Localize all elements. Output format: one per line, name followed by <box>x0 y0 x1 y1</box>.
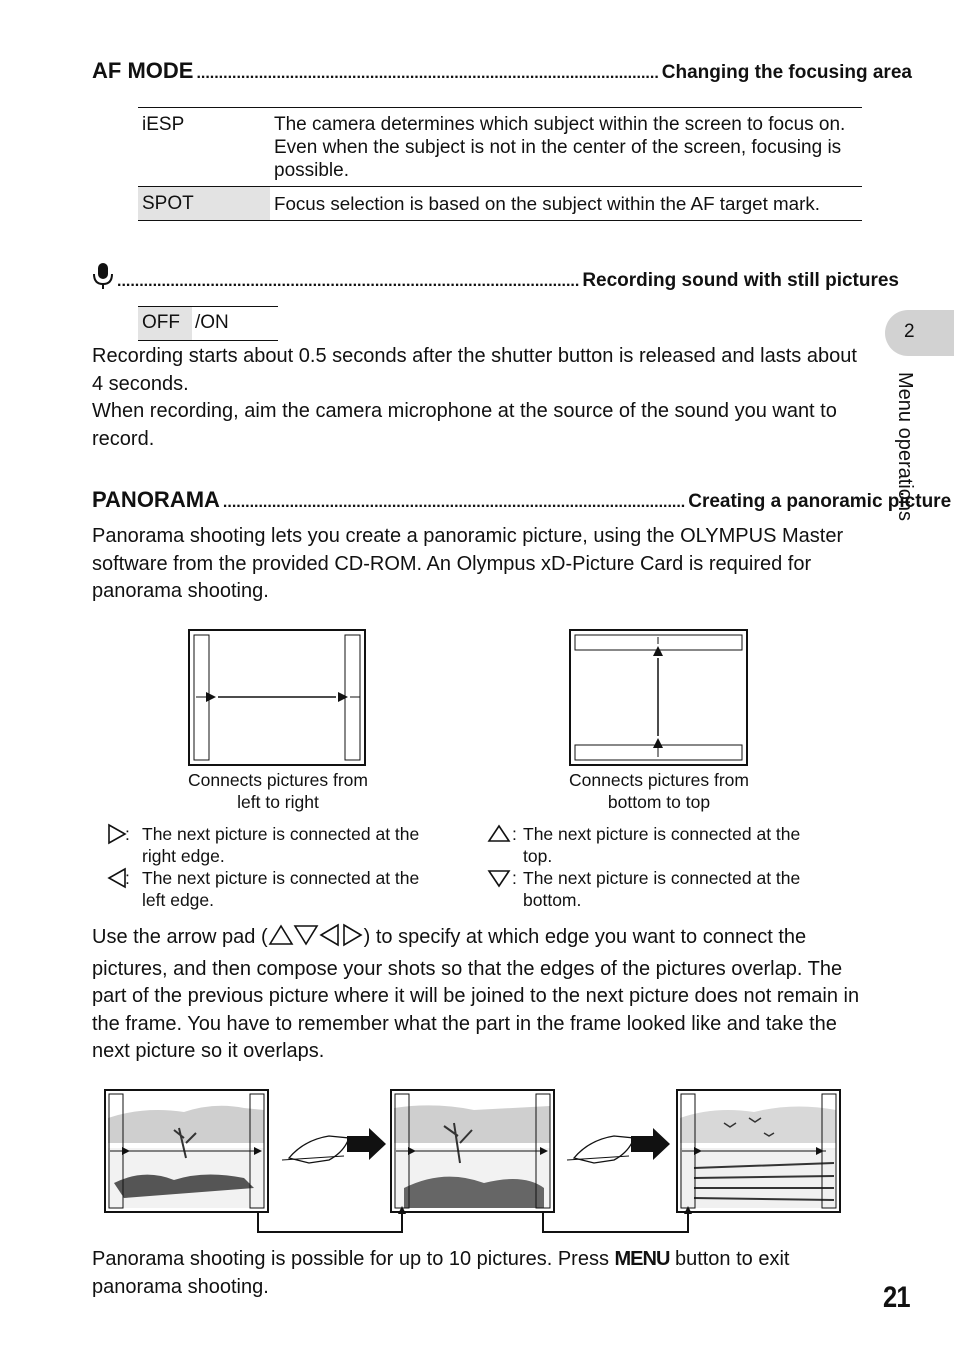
sound-options <box>138 306 278 341</box>
arrow-up-icon <box>487 823 511 850</box>
arrow-pad-paragraph: Use the arrow pad ( ) to specify at which edge you want to connect the pictures, and then compose your shots so that the edges of the pictures overlap. The part of the previous picture where it will be joined to the next picture does not remain in the frame. You have to remember what the part in the frame looked like and take the next picture so it overlaps. <box>92 923 862 1066</box>
diagram-bottom-to-top <box>569 629 748 766</box>
sound-paragraph-2: When recording, aim the camera microphone at the source of the sound you want to record. <box>92 400 837 450</box>
final-paragraph: Panorama shooting is possible for up to 10 pictures. Press MENU button to exit panorama shooting. <box>92 1248 790 1298</box>
af-mode-description: Changing the focusing area <box>661 62 912 83</box>
caption-left-to-right: Connects pictures from left to right <box>188 770 368 812</box>
page-number: 21 <box>883 1281 910 1314</box>
panorama-sequence-illustration <box>104 1088 844 1238</box>
diagram-left-to-right <box>188 629 366 766</box>
table-row <box>138 187 862 221</box>
sound-heading <box>92 258 900 291</box>
frame-2 <box>391 1090 554 1212</box>
arrow-down-icon <box>487 867 511 894</box>
chapter-number: 2 <box>904 321 915 342</box>
panorama-description: Creating a panoramic picture <box>688 491 952 512</box>
af-mode-heading <box>92 58 912 88</box>
option-label-iesp: iESP <box>142 114 185 135</box>
menu-button-label: MENU <box>614 1248 670 1270</box>
microphone-icon <box>92 262 114 290</box>
leader-dots: ........................................................................................................ <box>196 65 659 82</box>
af-mode-options-table <box>138 107 862 221</box>
frame-1 <box>105 1090 268 1212</box>
panorama-intro: Panorama shooting lets you create a panoramic picture, using the OLYMPUS Master software from the provided CD-ROM. An Olympus xD-Picture Card is required for panorama shooting. <box>92 525 844 602</box>
frame-3 <box>677 1090 840 1212</box>
panorama-title: PANORAMA <box>92 487 220 512</box>
arrow-pad-icon <box>268 923 364 956</box>
table-row <box>138 108 862 187</box>
option-on: /ON <box>195 312 229 333</box>
chapter-tab <box>885 310 954 356</box>
chapter-label: Menu operations <box>894 372 916 521</box>
leader-dots: ........................................................................................................ <box>117 273 580 290</box>
panorama-heading <box>92 487 952 517</box>
sound-description: Recording sound with still pictures <box>582 270 900 291</box>
option-text-iesp: The camera determines which subject within the screen to focus on. Even when the subject is not in the center of the screen, focusing is possible. <box>274 114 846 181</box>
leader-dots: ........................................................................................................ <box>222 494 686 511</box>
option-label-spot: SPOT <box>138 187 270 221</box>
option-text-spot: Focus selection is based on the subject within the AF target mark. <box>274 193 820 214</box>
option-off: OFF <box>142 312 180 333</box>
caption-bottom-to-top: Connects pictures from bottom to top <box>569 770 749 812</box>
sound-paragraph-1: Recording starts about 0.5 seconds after the shutter button is released and lasts about 4 seconds. <box>92 345 857 395</box>
af-mode-title: AF MODE <box>92 58 194 83</box>
